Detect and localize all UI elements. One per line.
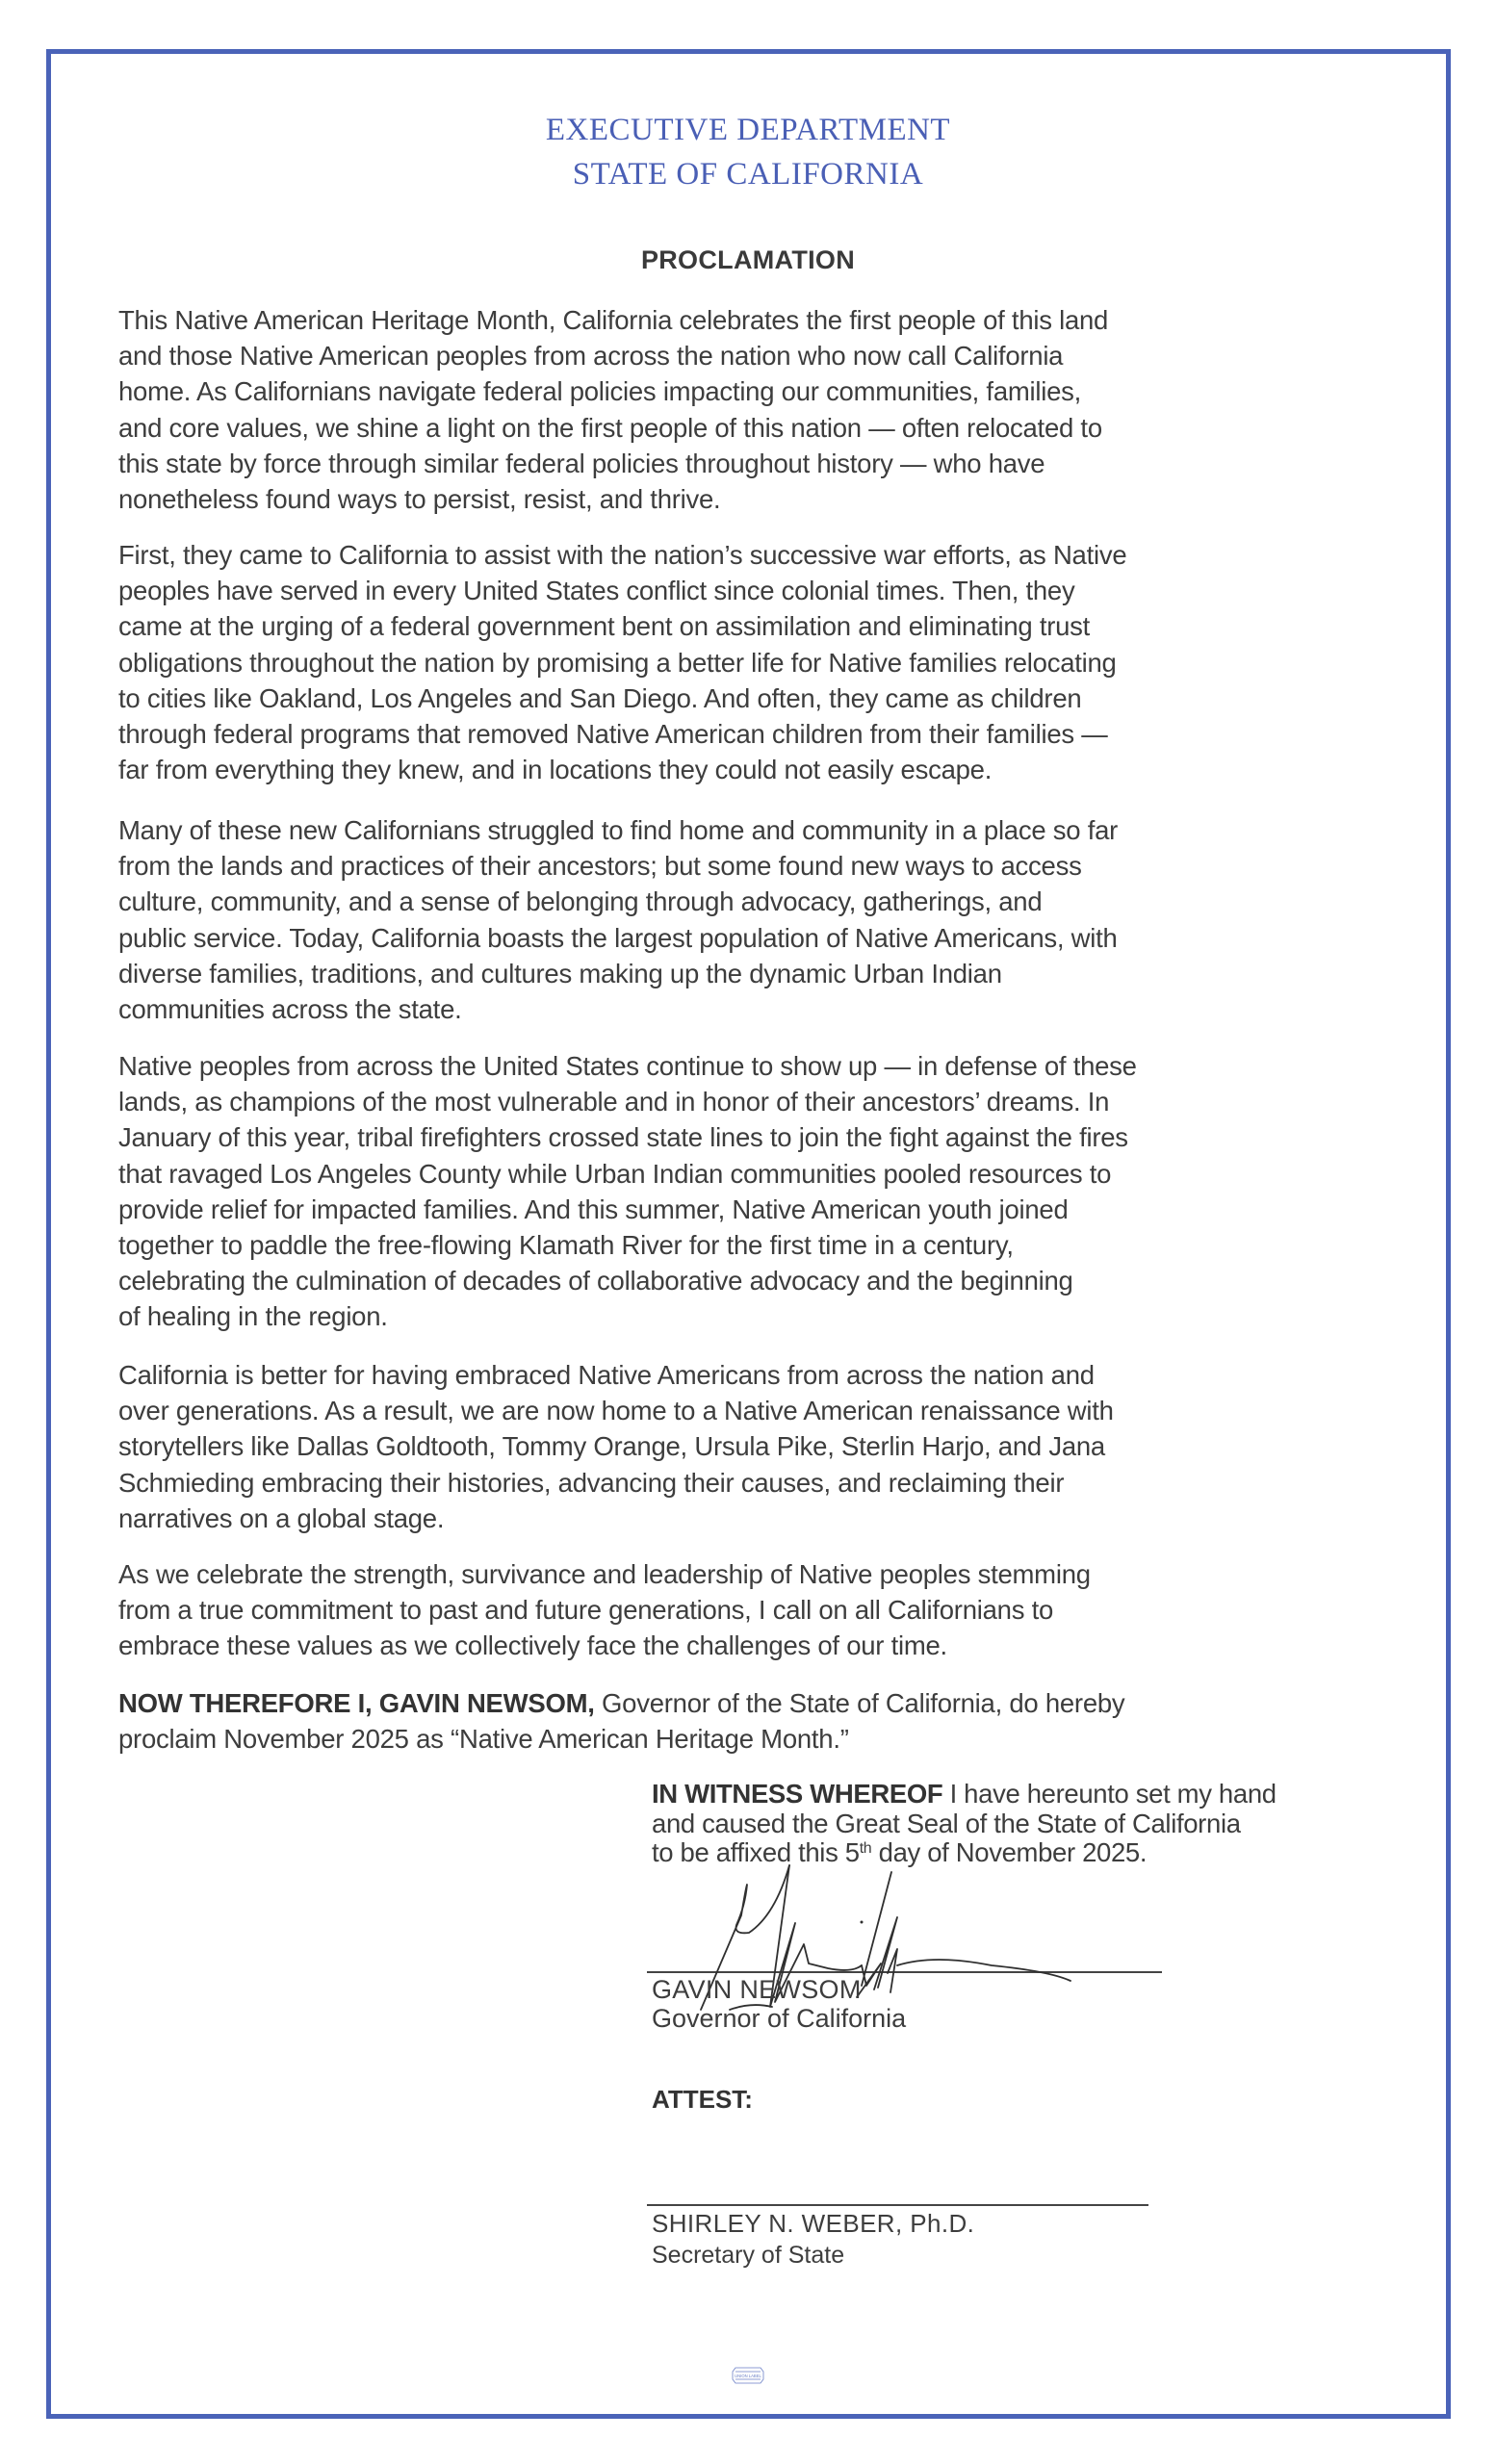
paragraph-line: from the lands and practices of their ancestors; but some found new ways to access xyxy=(118,851,1082,882)
proclamation-line-1 xyxy=(118,1685,1124,1721)
paragraph-5 xyxy=(118,1357,1114,1536)
paragraph-3 xyxy=(118,812,1118,1027)
paragraph-line: provide relief for impacted families. And this summer, Native American youth joined xyxy=(118,1194,1069,1224)
paragraph-line: peoples have served in every United States conflict since colonial times. Then, they xyxy=(118,576,1075,606)
paragraph-2 xyxy=(118,537,1126,787)
proclamation-lead: NOW THEREFORE I, GAVIN NEWSOM, xyxy=(118,1688,595,1718)
paragraph-line: culture, community, and a sense of belonging through advocacy, gatherings, and xyxy=(118,886,1043,917)
paragraph-line: nonetheless found ways to persist, resist, and thrive. xyxy=(118,484,721,515)
paragraph-line: This Native American Heritage Month, California celebrates the first people of this land xyxy=(118,305,1109,335)
paragraph-6 xyxy=(118,1556,1091,1664)
paragraph-line: As we celebrate the strength, survivance and leadership of Native peoples stemming xyxy=(118,1559,1091,1589)
paragraph-line: over generations. As a result, we are now home to a Native American renaissance with xyxy=(118,1396,1114,1426)
proclamation-line-1-text: Governor of the State of California, do hereby xyxy=(594,1688,1125,1718)
header-state: STATE OF CALIFORNIA xyxy=(572,157,924,192)
paragraph-line: together to paddle the free-flowing Klamath River for the first time in a century, xyxy=(118,1230,1014,1261)
governor-name: GAVIN NEWSOM xyxy=(652,1975,862,2004)
paragraph-line: through federal programs that removed Native American children from their families — xyxy=(118,719,1108,750)
paragraph-line: came at the urging of a federal government bent on assimilation and eliminating trust xyxy=(118,611,1091,642)
union-label-text: UNION LABEL xyxy=(735,2374,761,2378)
paragraph-line: communities across the state. xyxy=(118,994,462,1025)
paragraph-line: diverse families, traditions, and cultures making up the dynamic Urban Indian xyxy=(118,958,1002,988)
paragraph-line: First, they came to California to assist with the nation’s successive war efforts, as Native xyxy=(118,540,1127,570)
attest-label: ATTEST: xyxy=(652,2085,753,2114)
paragraph-4 xyxy=(118,1048,1137,1335)
secretary-title: Secretary of State xyxy=(652,2242,845,2269)
attest-signature-line xyxy=(647,2204,1148,2206)
paragraph-line: obligations throughout the nation by promising a better life for Native families relocating xyxy=(118,647,1117,678)
paragraph-line: of healing in the region. xyxy=(118,1301,388,1332)
paragraph-line: that ravaged Los Angeles County while Urban Indian communities pooled resources to xyxy=(118,1158,1112,1189)
paragraph-line: public service. Today, California boasts the largest population of Native Americans, with xyxy=(118,922,1118,953)
paragraph-line: narratives on a global stage. xyxy=(118,1502,445,1533)
witness-line-2: and caused the Great Seal of the State of California xyxy=(652,1808,1241,1838)
paragraph-line: this state by force through similar federal policies throughout history — who have xyxy=(118,448,1045,478)
governor-title: Governor of California xyxy=(652,2004,907,2033)
proclamation-statement xyxy=(118,1685,1124,1757)
header-department: EXECUTIVE DEPARTMENT xyxy=(545,113,951,147)
witness-line-1-text: I have hereunto set my hand xyxy=(942,1779,1277,1809)
document-header xyxy=(0,108,1496,196)
witness-clause xyxy=(652,1780,1277,1868)
paragraph-line: storytellers like Dallas Goldtooth, Tommy Orange, Ursula Pike, Sterlin Harjo, and Jana xyxy=(118,1431,1105,1462)
paragraph-line: lands, as champions of the most vulnerable and in honor of their ancestors’ dreams. In xyxy=(118,1087,1110,1117)
paragraph-line: far from everything they knew, and in locations they could not easily escape. xyxy=(118,755,993,785)
paragraph-line: from a true commitment to past and future generations, I call on all Californians to xyxy=(118,1595,1054,1626)
paragraph-line: and those Native American peoples from across the nation who now call California xyxy=(118,341,1064,372)
union-label-icon xyxy=(730,2364,766,2387)
witness-lead: IN WITNESS WHEREOF xyxy=(652,1779,943,1809)
paragraph-line: home. As Californians navigate federal policies impacting our communities, families, xyxy=(118,376,1082,407)
secretary-name: SHIRLEY N. WEBER, Ph.D. xyxy=(652,2209,975,2238)
paragraph-line: Schmieding embracing their histories, advancing their causes, and reclaiming their xyxy=(118,1467,1065,1498)
paragraph-line: January of this year, tribal firefighters crossed state lines to join the fight against the fires xyxy=(118,1122,1128,1153)
proclamation-line-2: proclaim November 2025 as “Native American Heritage Month.” xyxy=(118,1724,849,1755)
paragraph-1 xyxy=(118,302,1108,517)
paragraph-line: Native peoples from across the United States continue to show up — in defense of these xyxy=(118,1051,1137,1081)
witness-line-1 xyxy=(652,1780,1277,1810)
paragraph-line: Many of these new Californians struggled to find home and community in a place so far xyxy=(118,815,1119,845)
paragraph-line: and core values, we shine a light on the first people of this nation — often relocated to xyxy=(118,412,1102,443)
witness-date-ordinal: th xyxy=(859,1840,872,1857)
witness-date-post: day of November 2025. xyxy=(871,1837,1148,1867)
paragraph-line: celebrating the culmination of decades of collaborative advocacy and the beginning xyxy=(118,1266,1073,1296)
paragraph-line: embrace these values as we collectively face the challenges of our time. xyxy=(118,1630,947,1661)
paragraph-line: to cities like Oakland, Los Angeles and San Diego. And often, they came as children xyxy=(118,682,1082,713)
paragraph-line: California is better for having embraced Native Americans from across the nation and xyxy=(118,1360,1095,1390)
document-title: PROCLAMATION xyxy=(640,245,856,274)
witness-date-pre: to be affixed this 5 xyxy=(652,1837,860,1867)
